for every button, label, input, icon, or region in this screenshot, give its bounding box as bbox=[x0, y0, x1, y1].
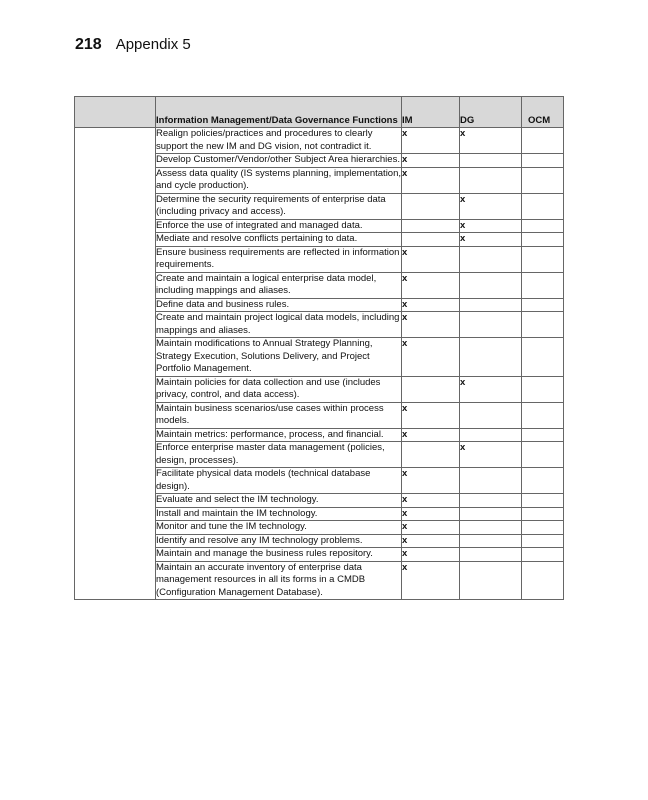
dg-cell bbox=[460, 312, 522, 338]
im-cell bbox=[402, 376, 460, 402]
dg-cell: x bbox=[460, 442, 522, 468]
im-cell: x bbox=[402, 298, 460, 312]
ocm-cell bbox=[522, 428, 564, 442]
function-cell: Maintain business scenarios/use cases within process models. bbox=[156, 402, 402, 428]
ocm-cell bbox=[522, 548, 564, 562]
functions-table bbox=[74, 96, 564, 600]
im-cell bbox=[402, 233, 460, 247]
dg-cell bbox=[460, 468, 522, 494]
im-cell: x bbox=[402, 402, 460, 428]
ocm-column-header: OCM bbox=[522, 97, 564, 128]
function-cell: Facilitate physical data models (technical database design). bbox=[156, 468, 402, 494]
ocm-cell bbox=[522, 376, 564, 402]
im-cell: x bbox=[402, 167, 460, 193]
function-cell: Install and maintain the IM technology. bbox=[156, 507, 402, 521]
ocm-cell bbox=[522, 507, 564, 521]
im-cell: x bbox=[402, 338, 460, 377]
ocm-cell bbox=[522, 402, 564, 428]
im-cell: x bbox=[402, 548, 460, 562]
dg-cell bbox=[460, 561, 522, 600]
im-cell bbox=[402, 193, 460, 219]
function-cell: Determine the security requirements of enterprise data (including privacy and access). bbox=[156, 193, 402, 219]
im-column-header: IM bbox=[402, 97, 460, 128]
dg-cell bbox=[460, 154, 522, 168]
ocm-cell bbox=[522, 521, 564, 535]
dg-cell bbox=[460, 338, 522, 377]
ocm-cell bbox=[522, 128, 564, 154]
table-header-row bbox=[75, 97, 564, 128]
im-cell: x bbox=[402, 561, 460, 600]
im-cell: x bbox=[402, 521, 460, 535]
im-cell: x bbox=[402, 312, 460, 338]
ocm-cell bbox=[522, 312, 564, 338]
function-cell: Define data and business rules. bbox=[156, 298, 402, 312]
function-cell: Evaluate and select the IM technology. bbox=[156, 494, 402, 508]
function-cell: Create and maintain a logical enterprise data model, including mappings and aliases. bbox=[156, 272, 402, 298]
function-cell: Monitor and tune the IM technology. bbox=[156, 521, 402, 535]
table-body bbox=[75, 128, 564, 600]
dg-cell bbox=[460, 494, 522, 508]
dg-cell bbox=[460, 402, 522, 428]
function-cell: Maintain an accurate inventory of enterprise data management resources in all its forms in a CMDB (Configuration Management Database). bbox=[156, 561, 402, 600]
dg-cell: x bbox=[460, 193, 522, 219]
table-row bbox=[75, 128, 564, 154]
ocm-cell bbox=[522, 561, 564, 600]
dg-cell bbox=[460, 548, 522, 562]
ocm-cell bbox=[522, 534, 564, 548]
function-cell: Enforce enterprise master data management (policies, design, processes). bbox=[156, 442, 402, 468]
dg-cell bbox=[460, 272, 522, 298]
ocm-cell bbox=[522, 442, 564, 468]
function-cell: Ensure business requirements are reflected in information requirements. bbox=[156, 246, 402, 272]
dg-cell: x bbox=[460, 128, 522, 154]
function-cell: Enforce the use of integrated and managed data. bbox=[156, 219, 402, 233]
im-cell: x bbox=[402, 507, 460, 521]
dg-cell: x bbox=[460, 219, 522, 233]
dg-cell: x bbox=[460, 233, 522, 247]
ocm-cell bbox=[522, 494, 564, 508]
dg-cell bbox=[460, 534, 522, 548]
ocm-cell bbox=[522, 468, 564, 494]
dg-column-header: DG bbox=[460, 97, 522, 128]
im-cell: x bbox=[402, 468, 460, 494]
im-cell: x bbox=[402, 494, 460, 508]
dg-cell bbox=[460, 521, 522, 535]
im-cell: x bbox=[402, 534, 460, 548]
ocm-cell bbox=[522, 272, 564, 298]
ocm-cell bbox=[522, 154, 564, 168]
im-cell: x bbox=[402, 246, 460, 272]
function-cell: Create and maintain project logical data models, including mappings and aliases. bbox=[156, 312, 402, 338]
function-cell: Assess data quality (IS systems planning, implementation, and cycle production). bbox=[156, 167, 402, 191]
im-cell: x bbox=[402, 154, 460, 168]
im-cell: x bbox=[402, 428, 460, 442]
dg-cell bbox=[460, 507, 522, 521]
function-cell: Identify and resolve any IM technology problems. bbox=[156, 534, 402, 548]
dg-cell bbox=[460, 246, 522, 272]
function-cell: Maintain policies for data collection and use (includes privacy, control, and data access). bbox=[156, 376, 402, 402]
section-title: Appendix 5 bbox=[115, 36, 191, 53]
im-cell bbox=[402, 219, 460, 233]
ocm-cell bbox=[522, 193, 564, 219]
im-cell bbox=[402, 442, 460, 468]
ocm-cell bbox=[522, 219, 564, 233]
im-cell: x bbox=[402, 128, 460, 154]
dg-cell bbox=[460, 167, 522, 193]
function-cell: Maintain metrics: performance, process, and financial. bbox=[156, 428, 402, 442]
ocm-cell bbox=[522, 338, 564, 377]
im-cell: x bbox=[402, 272, 460, 298]
function-cell: Mediate and resolve conflicts pertaining to data. bbox=[156, 233, 402, 247]
blank-left-column bbox=[75, 128, 156, 600]
function-cell: Maintain and manage the business rules repository. bbox=[156, 548, 402, 562]
function-cell: Realign policies/practices and procedures to clearly support the new IM and DG vision, not contradict it. bbox=[156, 128, 402, 154]
ocm-cell bbox=[522, 298, 564, 312]
function-cell: Develop Customer/Vendor/other Subject Area hierarchies. bbox=[156, 154, 400, 165]
page-number: 218 bbox=[75, 36, 102, 53]
functions-column-header: Information Management/Data Governance Functions bbox=[156, 97, 402, 128]
blank-header-cell bbox=[75, 97, 156, 128]
dg-cell bbox=[460, 298, 522, 312]
dg-cell bbox=[460, 428, 522, 442]
dg-cell: x bbox=[460, 376, 522, 402]
ocm-cell bbox=[522, 233, 564, 247]
function-cell: Maintain modifications to Annual Strategy Planning, Strategy Execution, Solutions Delivery, and Project Portfolio Management. bbox=[156, 338, 402, 377]
page-header bbox=[75, 36, 191, 56]
ocm-cell bbox=[522, 167, 564, 193]
ocm-cell bbox=[522, 246, 564, 272]
